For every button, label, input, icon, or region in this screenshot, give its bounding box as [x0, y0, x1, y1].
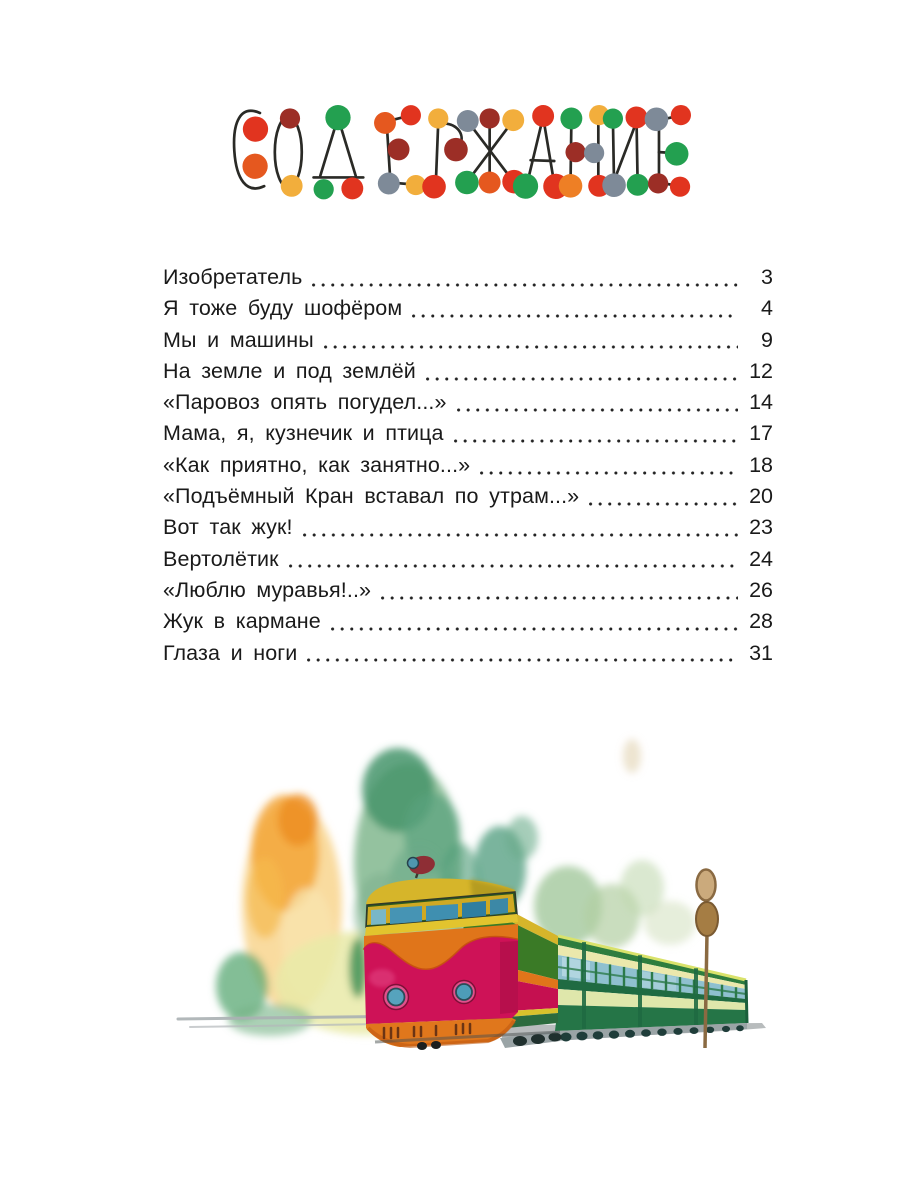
toc-entry-page-number: 9 [761, 327, 773, 352]
toc-entry-page-number: 12 [749, 358, 773, 383]
passenger-cars [555, 936, 747, 1042]
letter-e2 [645, 105, 691, 197]
toc-row [163, 293, 773, 324]
toc-row [163, 356, 773, 387]
toc-entry-title: «Паровоз опять погудел...» [163, 390, 447, 415]
toc-entry-title: «Как приятно, как занятно...» [163, 452, 471, 477]
toc-row [163, 575, 773, 606]
dotted-leader [331, 627, 738, 631]
toc-entry-page-number: 31 [749, 640, 773, 665]
toc-row [163, 325, 773, 356]
toc-row [163, 262, 773, 293]
locomotive [364, 854, 562, 1050]
toc-entry-page-number: 3 [761, 265, 773, 289]
toc-row [163, 512, 773, 543]
toc-entry-page-number: 14 [749, 390, 773, 415]
letter-i [601, 106, 649, 197]
letter-s [233, 110, 270, 189]
toc-row [163, 544, 773, 575]
toc-entry-title: Жук в кармане [163, 609, 321, 634]
toc-entry-page-number: 4 [761, 296, 773, 321]
toc-entry-title: Я тоже буду шофёром [163, 296, 403, 321]
toc-row [163, 481, 773, 512]
contents-title-artwork [231, 101, 691, 205]
dotted-leader [426, 377, 738, 381]
dotted-leader [303, 533, 738, 537]
toc-entry-page-number: 24 [749, 546, 773, 571]
toc-entry-title: Мама, я, кузнечик и птица [163, 421, 444, 446]
dotted-leader [480, 471, 738, 475]
table-of-contents [163, 262, 773, 669]
toc-entry-title: Вот так жук! [163, 515, 293, 540]
letter-d [314, 105, 364, 199]
toc-entry-title: Глаза и ноги [163, 640, 298, 665]
toc-entry-title: Вертолётик [163, 546, 279, 571]
toc-entry-title: «Люблю муравья!..» [163, 577, 372, 602]
dotted-leader [307, 658, 738, 662]
toc-entry-page-number: 18 [749, 452, 773, 477]
toc-entry-title: «Подъёмный Кран вставал по утрам...» [163, 484, 580, 509]
toc-entry-page-number: 28 [749, 609, 773, 634]
toc-entry-page-number: 20 [749, 484, 773, 509]
toc-entry-page-number: 23 [749, 515, 773, 540]
dotted-leader [312, 283, 738, 287]
toc-entry-title: Изобретатель [163, 265, 303, 289]
dotted-leader [289, 564, 738, 568]
toc-row [163, 638, 773, 669]
dotted-leader [324, 345, 738, 349]
toc-entry-title: На земле и под землёй [163, 358, 416, 383]
dotted-leader [457, 408, 738, 412]
toc-entry-page-number: 26 [749, 577, 773, 602]
toc-row [163, 387, 773, 418]
toc-row [163, 606, 773, 637]
dotted-leader [412, 314, 738, 318]
dotted-leader [589, 502, 738, 506]
toc-entry-title: Мы и машины [163, 327, 314, 352]
train-illustration [170, 728, 770, 1058]
toc-entry-page-number: 17 [749, 421, 773, 446]
dotted-leader [381, 596, 738, 600]
letter-e1 [373, 105, 426, 197]
letter-o [275, 108, 303, 196]
toc-row [163, 418, 773, 449]
toc-row [163, 450, 773, 481]
dotted-leader [454, 439, 738, 443]
